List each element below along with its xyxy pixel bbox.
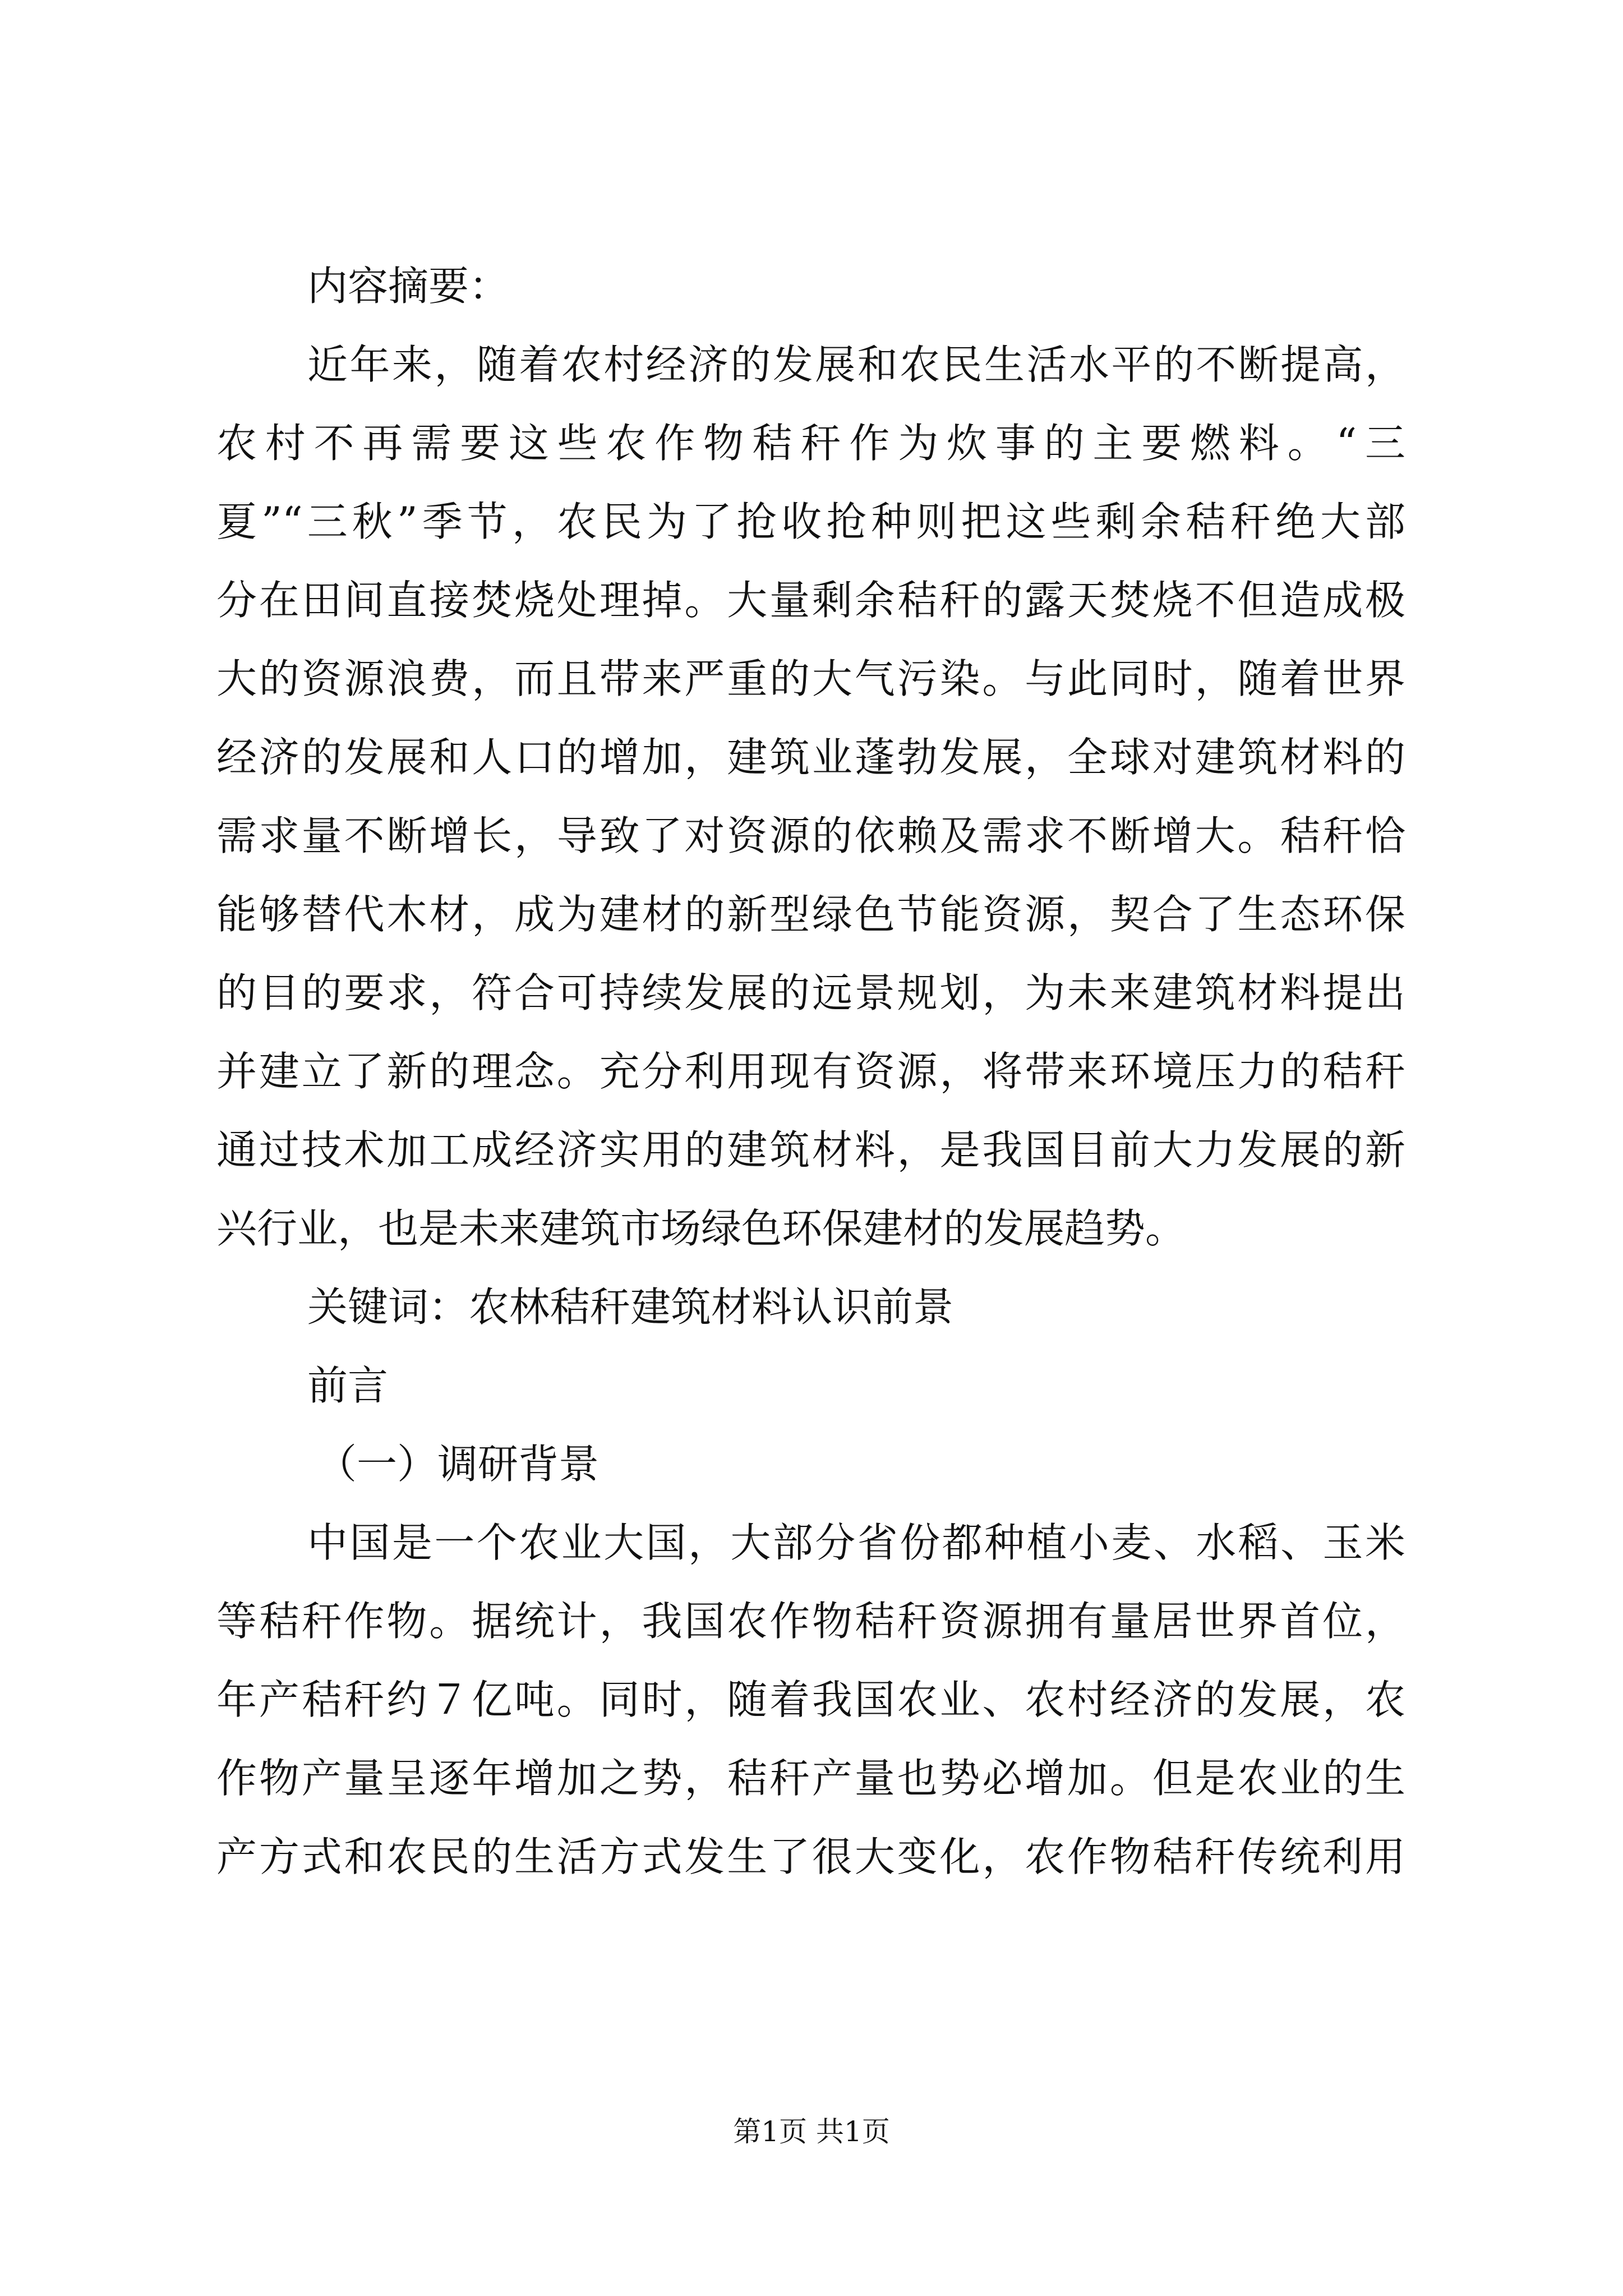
section-line: 年产秸秆约７亿吨。同时，随着我国农业、农村经济的发展，农 — [216, 1676, 1405, 1723]
abstract-line: 农村不再需要这些农作物秸秆作为炊事的主要燃料。“三 — [216, 420, 1405, 467]
abstract-line: 并建立了新的理念。充分利用现有资源，将带来环境压力的秸秆 — [216, 1048, 1405, 1095]
abstract-line: 夏”“三秋”季节，农民为了抢收抢种则把这些剩余秸秆绝大部 — [216, 498, 1405, 545]
section-line: 作物产量呈逐年增加之势，秸秆产量也势必增加。但是农业的生 — [216, 1755, 1405, 1802]
abstract-line: 分在田间直接焚烧处理掉。大量剩余秸秆的露天焚烧不但造成极 — [216, 577, 1405, 624]
section-line: 等秸秆作物。据统计，我国农作物秸秆资源拥有量居世界首位， — [216, 1598, 1405, 1645]
abstract-line: 的目的要求，符合可持续发展的远景规划，为未来建筑材料提出 — [216, 969, 1405, 1016]
abstract-line: 近年来，随着农村经济的发展和农民生活水平的不断提高， — [307, 341, 1405, 388]
abstract-line: 大的资源浪费，而且带来严重的大气污染。与此同时，随着世界 — [216, 655, 1405, 702]
abstract-line: 兴行业，也是未来建筑市场绿色环保建材的发展趋势。 — [216, 1205, 1186, 1252]
preface-title: 前言 — [307, 1362, 389, 1409]
keywords: 关键词：农林秸秆建筑材料认识前景 — [307, 1283, 954, 1331]
abstract-line: 需求量不断增长，导致了对资源的依赖及需求不断增大。秸秆恰 — [216, 812, 1405, 859]
section-line: 产方式和农民的生活方式发生了很大变化，农作物秸秆传统利用 — [216, 1833, 1405, 1880]
section-line: 中国是一个农业大国，大部分省份都种植小麦、水稻、玉米 — [307, 1519, 1405, 1566]
document-body — [216, 247, 1405, 1896]
section-title: （一）调研背景 — [316, 1441, 600, 1488]
abstract-line: 能够替代木材，成为建材的新型绿色节能资源，契合了生态环保 — [216, 891, 1405, 938]
page-footer: 第1页 共1页 — [733, 2115, 890, 2148]
abstract-heading: 内容摘要： — [307, 263, 510, 310]
abstract-line: 经济的发展和人口的增加，建筑业蓬勃发展，全球对建筑材料的 — [216, 734, 1405, 781]
abstract-line: 通过技术加工成经济实用的建筑材料，是我国目前大力发展的新 — [216, 1126, 1405, 1174]
